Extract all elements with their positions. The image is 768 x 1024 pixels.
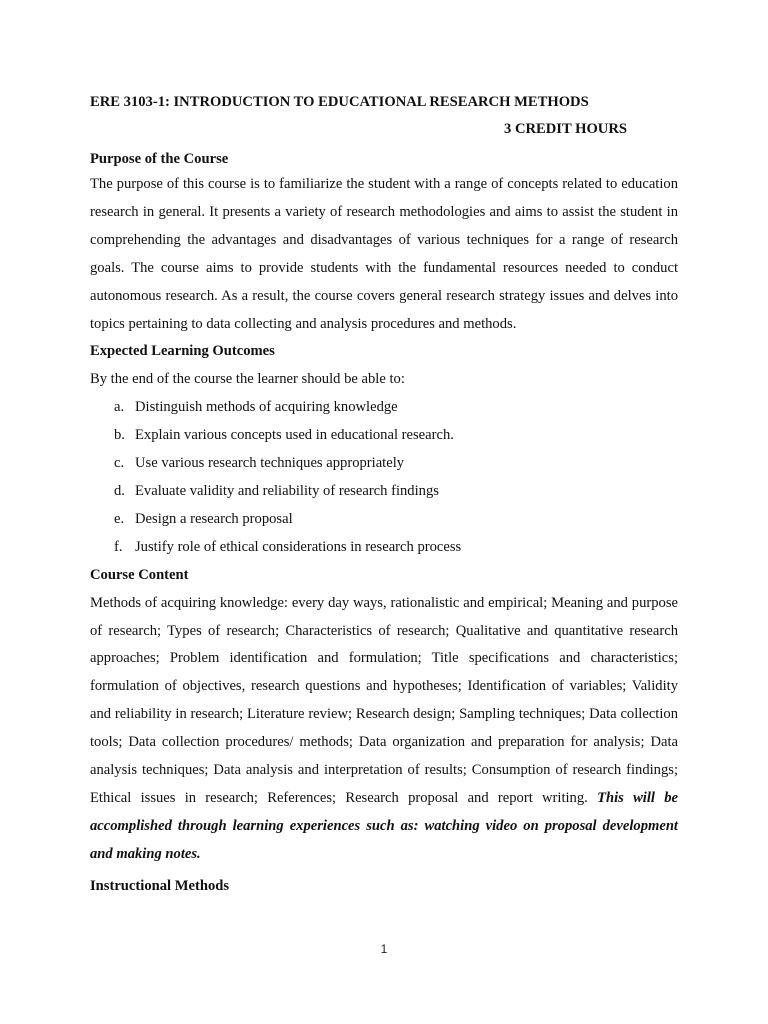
list-item-text: Justify role of ethical considerations in research process xyxy=(135,538,462,555)
list-item xyxy=(114,506,678,534)
page-number: 1 xyxy=(380,942,388,956)
list-marker: e. xyxy=(114,510,125,527)
list-marker: c. xyxy=(114,455,125,472)
list-item-text: Use various research techniques appropriately xyxy=(135,455,405,472)
list-marker: f. xyxy=(114,538,123,555)
list-item-text: Design a research proposal xyxy=(135,510,293,527)
outcomes-lead: By the end of the course the learner should be able to: xyxy=(90,371,405,388)
list-item xyxy=(114,450,678,478)
instructional-heading: Instructional Methods xyxy=(90,877,230,894)
list-marker: b. xyxy=(114,427,125,444)
credit-hours: 3 CREDIT HOURS xyxy=(504,121,627,137)
content-heading: Course Content xyxy=(90,566,189,583)
list-item xyxy=(114,422,678,450)
content-text: Methods of acquiring knowledge: every day ways, rationalistic and empirical; Meaning and purpose of research; Types of research; Characteristics of research; Qualitative and quantitative research approaches; Problem identification and formulation; Title specifications and characteristics; formulation of objectives, research questions and hypotheses; Identification of variables; Validity and reliability in research; Literature review; Research design; Sampling techniques; Data collection tools; Data collection procedures/ methods; Data organization and preparation for analysis; Data analysis techniques; Data analysis and interpretation of results; Consumption of research findings; Ethical issues in research; References; Research proposal and report writing. xyxy=(90,594,678,806)
list-marker: a. xyxy=(114,399,125,416)
list-item xyxy=(114,478,678,506)
list-item-text: Distinguish methods of acquiring knowledge xyxy=(135,399,398,416)
list-item-text: Evaluate validity and reliability of research findings xyxy=(135,482,439,499)
page-content xyxy=(90,92,678,901)
outcomes-list xyxy=(90,394,678,561)
list-item xyxy=(114,394,678,422)
course-title: ERE 3103-1: INTRODUCTION TO EDUCATIONAL RESEARCH METHODS xyxy=(90,94,589,110)
purpose-paragraph: The purpose of this course is to familiarize the student with a range of concepts related to education research in general. It presents a variety of research methodologies and aims to assist the student in comprehending the advantages and disadvantages of various techniques for a range of research goals. The course aims to provide students with the fundamental resources needed to conduct autonomous research. As a result, the course covers general research strategy issues and delves into topics pertaining to data collecting and analysis procedures and methods. xyxy=(90,176,678,332)
list-marker: d. xyxy=(114,482,125,499)
content-emphasis: This will be accomplished through learning experiences such as: watching video on proposal development and making notes. xyxy=(90,789,679,862)
purpose-heading: Purpose of the Course xyxy=(90,151,229,167)
list-item-text: Explain various concepts used in educational research. xyxy=(135,427,454,444)
outcomes-heading: Expected Learning Outcomes xyxy=(90,343,275,360)
content-paragraph xyxy=(90,590,678,869)
list-item xyxy=(114,534,678,562)
